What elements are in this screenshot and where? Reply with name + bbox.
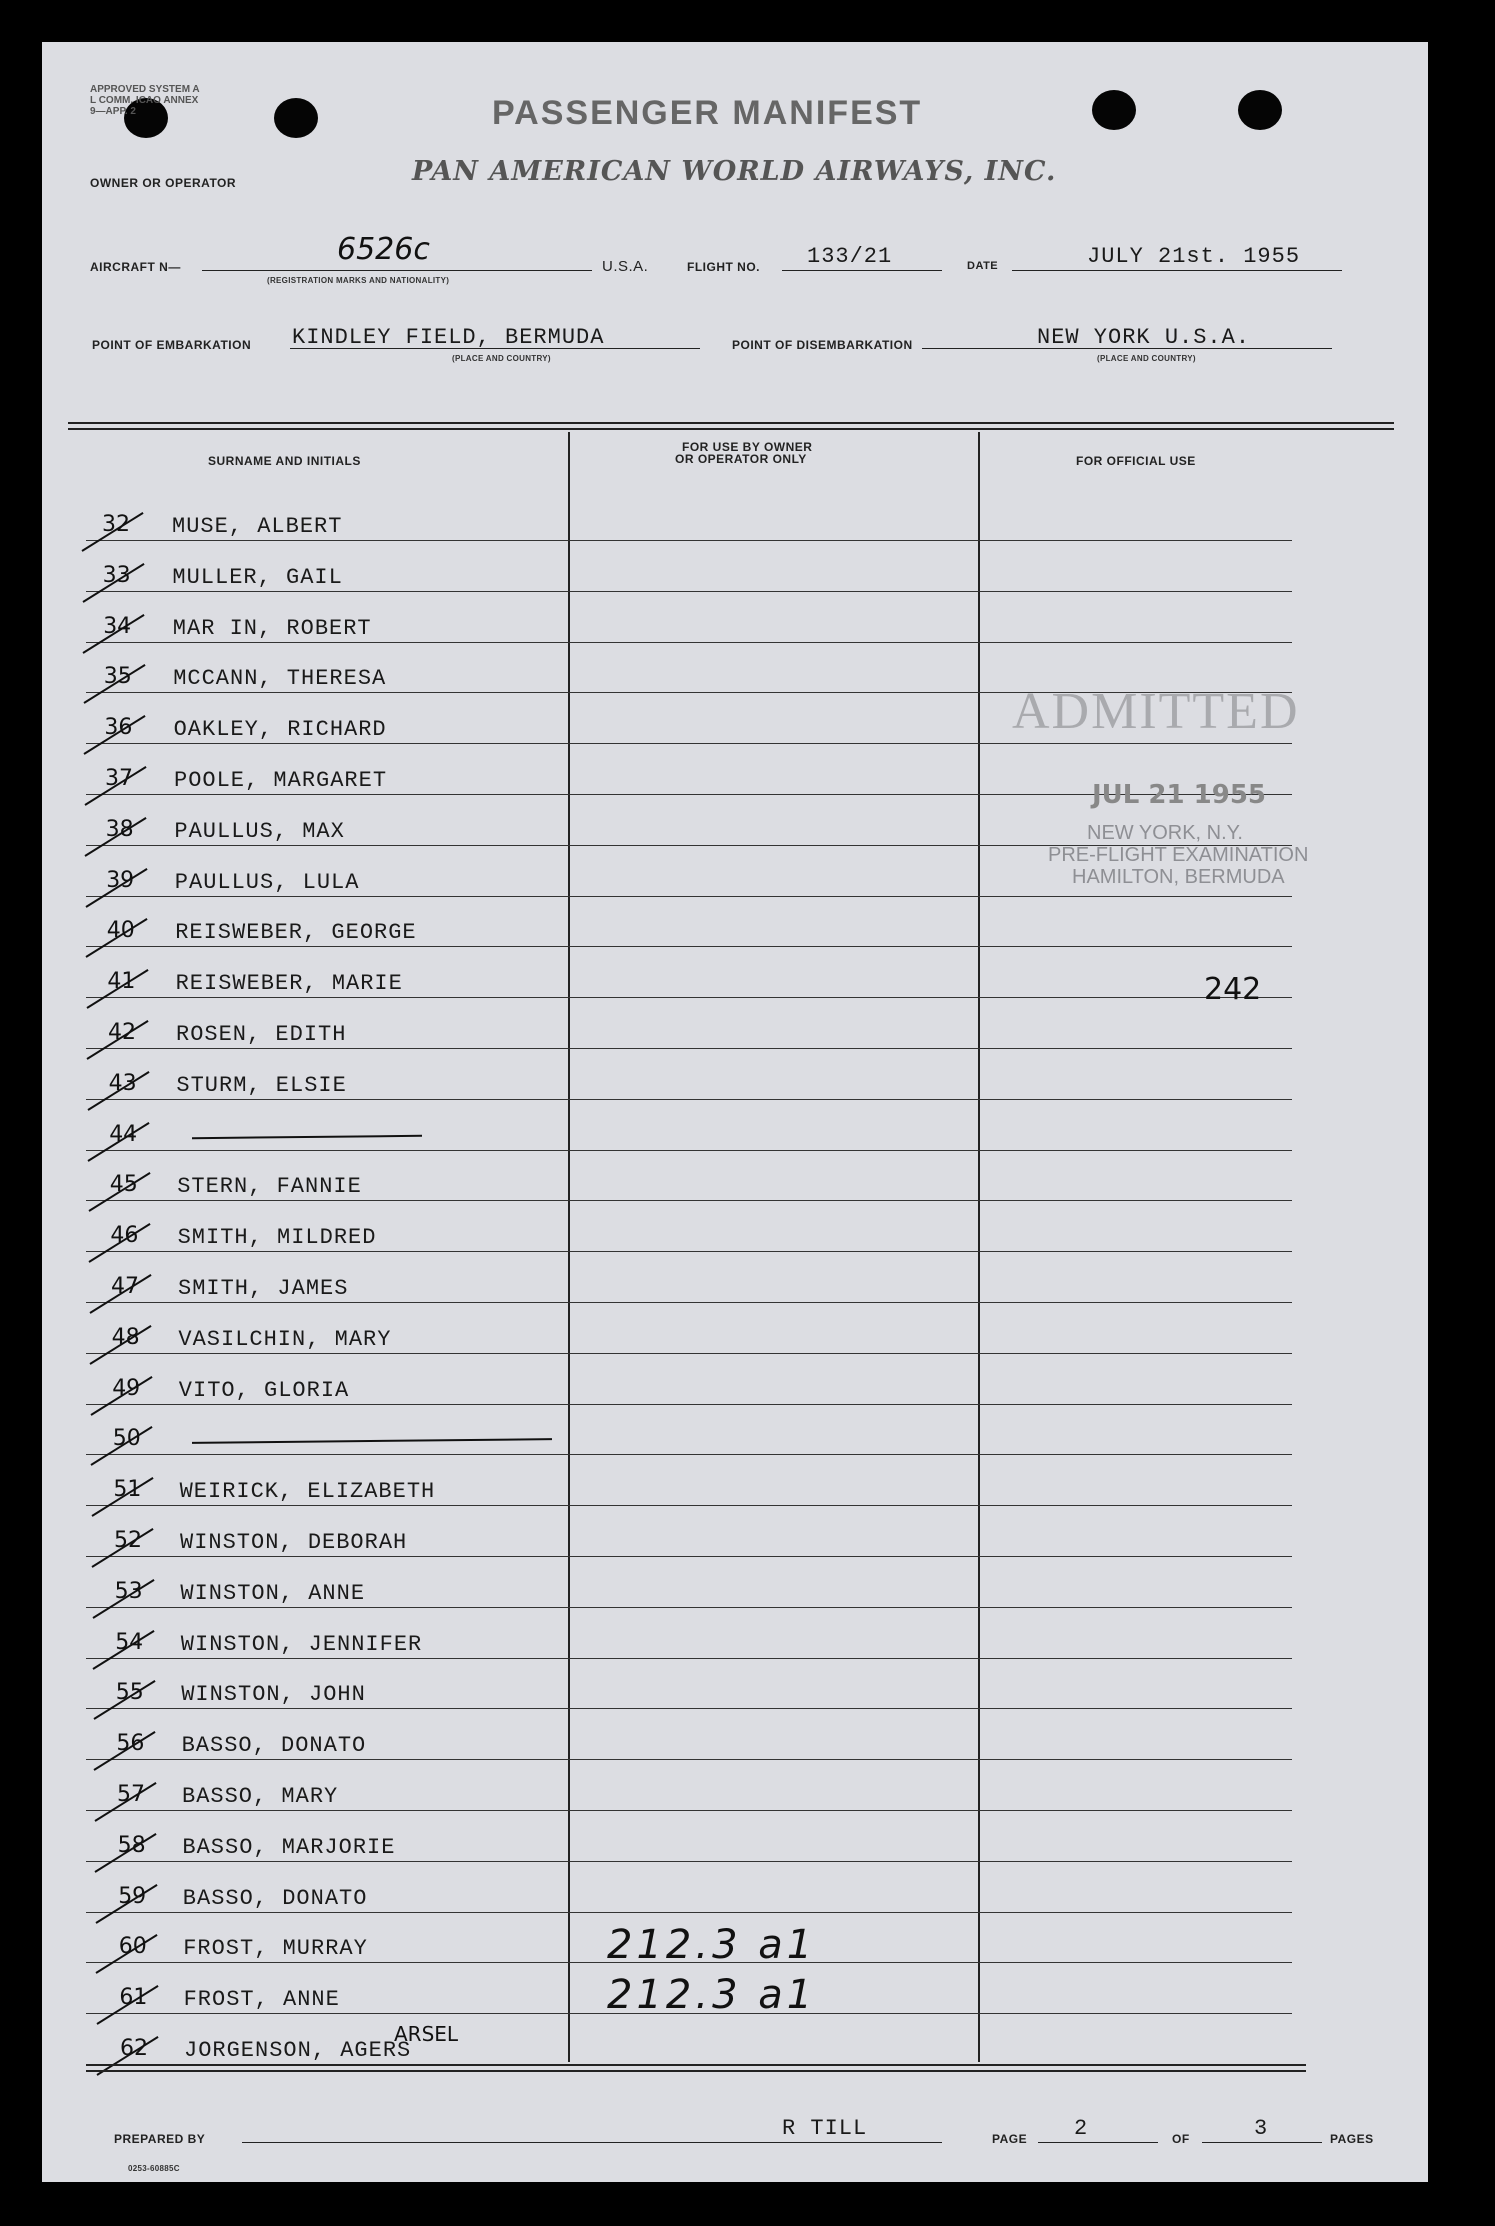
row-rule — [86, 1759, 1292, 1760]
note-row-60: 212.3 a1 — [607, 1922, 817, 1968]
row-number: 56 — [116, 1731, 145, 1757]
row-number: 53 — [114, 1578, 143, 1604]
official-number: 242 — [1204, 972, 1262, 1007]
passenger-name: BASSO, DONATO — [181, 1733, 367, 1759]
passenger-name: WINSTON, JOHN — [181, 1682, 366, 1708]
row-rule — [86, 1200, 1292, 1201]
row-number: 38 — [105, 816, 134, 842]
row-rule — [86, 1912, 1292, 1913]
note-row-62-correction: ARSEL — [394, 2022, 459, 2046]
passenger-name: BASSO, DONATO — [182, 1885, 368, 1911]
row-rule — [86, 1302, 1292, 1303]
passenger-name: REISWEBER, GEORGE — [175, 920, 417, 946]
row-number: 48 — [111, 1324, 140, 1350]
place-caption-embark: (PLACE AND COUNTRY) — [452, 354, 551, 363]
passenger-name: BASSO, MARJORIE — [182, 1834, 396, 1860]
punch-hole — [274, 98, 318, 138]
page-value: 2 — [1074, 2116, 1089, 2141]
of-value: 3 — [1254, 2116, 1269, 2141]
row-number: 45 — [109, 1172, 138, 1198]
row-number: 60 — [118, 1934, 147, 1960]
aircraft-label: AIRCRAFT N— — [90, 260, 181, 274]
row-number: 44 — [109, 1121, 138, 1147]
strike-through-line — [192, 1439, 552, 1445]
row-number: 55 — [115, 1680, 144, 1706]
form-code: 0253-60885C — [128, 2164, 180, 2173]
passenger-name: MULLER, GAIL — [172, 564, 343, 590]
row-rule — [86, 743, 1292, 744]
passenger-name: FROST, MURRAY — [183, 1936, 368, 1962]
usa-label: U.S.A. — [602, 258, 649, 275]
stamp-line-2: PRE-FLIGHT EXAMINATION — [1048, 844, 1309, 866]
prepared-value: R TILL — [782, 2116, 868, 2141]
of-label: OF — [1172, 2132, 1190, 2146]
disembarkation-label: POINT OF DISEMBARKATION — [732, 338, 913, 352]
row-number: 62 — [120, 2036, 148, 2061]
row-number: 32 — [102, 512, 130, 537]
approval-note: APPROVED SYSTEM A L COMM. ICAO ANNEX 9—APP. 2 — [90, 84, 200, 117]
row-number: 43 — [108, 1070, 137, 1096]
prepared-label: PREPARED BY — [114, 2132, 206, 2146]
flight-label: FLIGHT NO. — [687, 260, 760, 274]
passenger-name: MUSE, ALBERT — [172, 514, 343, 539]
row-rule — [86, 642, 1292, 643]
row-rule — [86, 1150, 1292, 1151]
row-number: 47 — [111, 1274, 139, 1299]
row-rule — [86, 1556, 1292, 1557]
stamp-date: JUL 21 1955 — [1092, 780, 1267, 810]
row-number: 54 — [115, 1629, 144, 1655]
row-number: 36 — [104, 715, 133, 741]
row-rule — [86, 591, 1292, 592]
passenger-name: WINSTON, ANNE — [180, 1580, 366, 1606]
date-label: DATE — [967, 260, 999, 272]
note-row-61: 212.3 a1 — [607, 1972, 817, 2018]
row-number: 39 — [106, 867, 135, 893]
passenger-name: VASILCHIN, MARY — [178, 1326, 392, 1352]
row-number: 49 — [112, 1375, 141, 1401]
row-number: 33 — [102, 562, 131, 588]
registration-caption: (REGISTRATION MARKS AND NATIONALITY) — [267, 276, 450, 285]
row-rule — [86, 1353, 1292, 1354]
stamp-line-1: NEW YORK, N.Y. — [1087, 822, 1243, 844]
embarkation-label: POINT OF EMBARKATION — [92, 338, 252, 352]
row-rule — [86, 1708, 1292, 1709]
row-number: 41 — [107, 969, 136, 995]
row-number: 46 — [110, 1223, 139, 1249]
page-label: PAGE — [992, 2132, 1028, 2146]
passenger-name: STURM, ELSIE — [176, 1072, 347, 1098]
passenger-name: OAKLEY, RICHARD — [173, 717, 387, 743]
col-header-owner-1: FOR USE BY OWNER — [682, 440, 813, 454]
passenger-name: VITO, GLORIA — [178, 1377, 350, 1403]
row-rule — [86, 1810, 1292, 1811]
disembarkation-value: NEW YORK U.S.A. — [1037, 325, 1251, 350]
passenger-name: MCCANN, THERESA — [173, 666, 387, 692]
passenger-name: WINSTON, DEBORAH — [180, 1530, 408, 1555]
col-header-owner-2: OR OPERATOR ONLY — [675, 452, 807, 466]
flight-value: 133/21 — [807, 244, 893, 269]
pages-label: PAGES — [1330, 2132, 1374, 2146]
row-rule — [86, 1454, 1292, 1455]
col-header-surname: SURNAME AND INITIALS — [208, 454, 361, 468]
row-number: 61 — [119, 1985, 148, 2011]
row-number: 37 — [105, 766, 133, 791]
manifest-page — [42, 42, 1428, 2182]
row-number: 40 — [106, 918, 135, 944]
passenger-name: WEIRICK, ELIZABETH — [179, 1479, 436, 1505]
page-title: PASSENGER MANIFEST — [492, 94, 923, 132]
passenger-name: SMITH, MILDRED — [177, 1225, 377, 1251]
row-number: 52 — [114, 1528, 142, 1553]
passenger-name: WINSTON, JENNIFER — [180, 1631, 423, 1657]
owner-label: OWNER OR OPERATOR — [90, 176, 237, 190]
passenger-name: PAULLUS, LULA — [174, 869, 360, 895]
row-number: 57 — [117, 1782, 145, 1807]
row-rule — [86, 946, 1292, 947]
passenger-name: JORGENSON, AGERS — [184, 2038, 412, 2063]
passenger-name: ROSEN, EDITH — [176, 1022, 347, 1047]
passenger-name: POOLE, MARGARET — [174, 768, 388, 793]
passenger-name: MAR IN, ROBERT — [172, 615, 372, 641]
row-rule — [86, 896, 1292, 897]
row-rule — [86, 540, 1292, 541]
row-number: 35 — [103, 664, 132, 690]
stamp-line-3: HAMILTON, BERMUDA — [1072, 866, 1285, 888]
row-rule — [86, 997, 1292, 998]
row-number: 42 — [108, 1020, 136, 1045]
row-rule — [86, 1607, 1292, 1608]
row-rule — [86, 1505, 1292, 1506]
row-rule — [86, 1099, 1292, 1100]
passenger-name: FROST, ANNE — [183, 1987, 340, 2013]
passenger-name: STERN, FANNIE — [177, 1174, 362, 1200]
col-header-official: FOR OFFICIAL USE — [1076, 454, 1196, 468]
passenger-name: PAULLUS, MAX — [174, 818, 345, 844]
row-rule — [86, 1861, 1292, 1862]
strike-through-line — [192, 1134, 422, 1138]
row-number: 50 — [112, 1426, 141, 1452]
row-number: 34 — [103, 613, 132, 639]
aircraft-value: 6526c — [337, 232, 430, 267]
row-number: 59 — [118, 1883, 147, 1909]
row-rule — [86, 1404, 1292, 1405]
passenger-name: BASSO, MARY — [182, 1784, 339, 1809]
row-rule — [86, 1048, 1292, 1049]
owner-name: PAN AMERICAN WORLD AIRWAYS, INC. — [412, 156, 1057, 187]
embarkation-value: KINDLEY FIELD, BERMUDA — [292, 325, 605, 350]
date-value: JULY 21st. 1955 — [1087, 244, 1301, 269]
passenger-name: REISWEBER, MARIE — [175, 971, 403, 997]
punch-hole — [1238, 90, 1282, 130]
row-number: 51 — [113, 1477, 142, 1503]
row-rule — [86, 1658, 1292, 1659]
row-number: 58 — [117, 1832, 146, 1858]
row-rule — [86, 1251, 1292, 1252]
place-caption-disembark: (PLACE AND COUNTRY) — [1097, 354, 1196, 363]
admitted-stamp: ADMITTED — [1012, 683, 1300, 740]
passenger-name: SMITH, JAMES — [178, 1276, 349, 1301]
punch-hole — [1092, 90, 1136, 130]
